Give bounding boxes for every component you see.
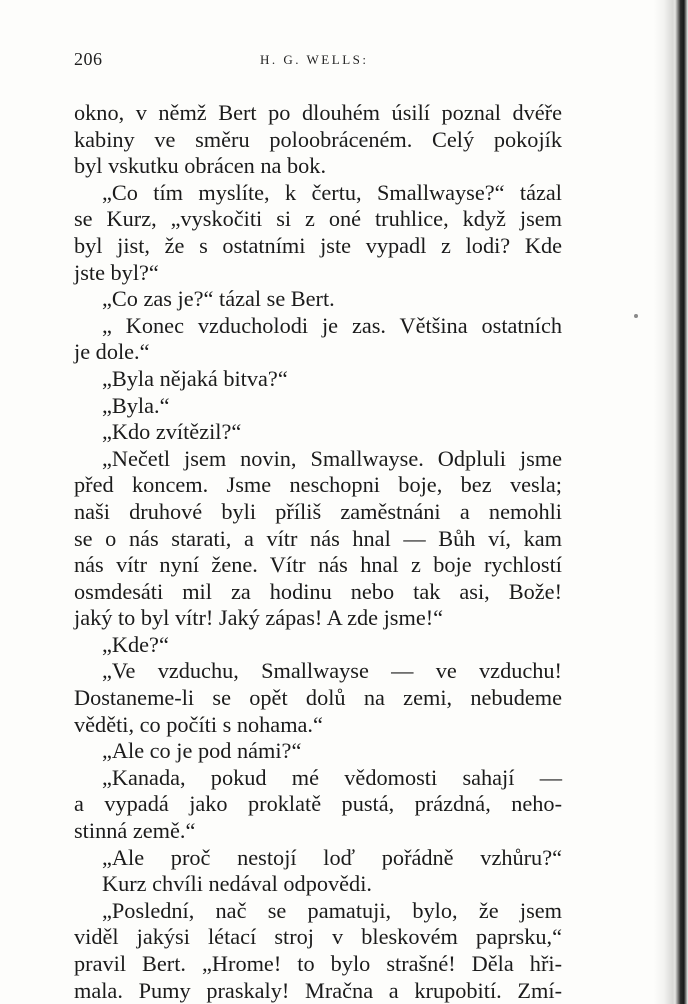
text-line: „Nečetl jsem novin, Smallwayse. Odpluli jsme [102,445,562,471]
text-line: je dole.“ [74,339,150,365]
text-line: před koncem. Jsme neschopni boje, bez vesla; [74,472,562,498]
body-text [74,100,562,1004]
text-line: se o nás starati, a vítr nás hnal — Bůh ví, kam [74,525,562,551]
running-head: H. G. WELLS: [260,52,369,67]
text-line: byl jist, že s ostatními jste vypadl z lodi? Kde [74,232,562,258]
text-line: pravil Bert. „Hrome! to bylo strašné! Děla hři- [74,951,562,976]
text-line: byl vskutku obrácen na bok. [74,153,327,179]
page-header [74,49,594,73]
text-line: mala. Pumy praskaly! Mračna a krupobití. Zmí- [74,977,562,1003]
text-line: „Ale co je pod námi?“ [102,738,302,764]
text-line: „Kde?“ [102,631,169,657]
paper-speck [634,314,638,318]
text-line: „Ale proč nestojí loď pořádně vzhůru?“ [102,844,562,870]
text-line: osmdesáti mil za hodinu nebo tak asi, Bože! [74,578,562,604]
text-line: okno, v němž Bert po dlouhém úsilí poznal dvéře [74,100,562,125]
text-line: jste byl?“ [74,259,159,285]
text-line: věděti, co počíti s nohama.“ [74,711,323,737]
text-line: a vypadá jako proklatě pustá, prázdná, neho- [74,791,562,817]
text-line: nás vítr nyní žene. Vítr nás hnal z boje rychlostí [74,552,562,578]
text-line: „Byla.“ [102,392,170,418]
text-line: „Kanada, pokud mé vědomosti sahají — [102,764,562,790]
text-line: „Byla nějaká bitva?“ [102,365,288,391]
text-line: viděl jakýsi létací stroj v bleskovém paprsku,“ [74,924,562,950]
text-line: Dostaneme-li se opět dolů na zemi, nebudeme [74,685,562,711]
text-line: „Ve vzduchu, Smallwayse — ve vzduchu! [102,658,562,684]
text-line: stinná země.“ [74,818,196,844]
text-line: jaký to byl vítr! Jaký zápas! A zde jsme!“ [74,605,444,631]
text-line: „Kdo zvítězil?“ [102,419,242,445]
page-number: 206 [74,49,103,69]
text-line: „Co zas je?“ tázal se Bert. [102,286,335,312]
text-line: „Co tím myslíte, k čertu, Smallwayse?“ tázal [102,179,562,205]
text-line: „Poslední, nač se pamatuji, bylo, že jsem [102,897,562,923]
text-line: Kurz chvíli nedával odpovědi. [102,871,372,897]
book-spine-shadow [654,0,688,1004]
text-line: „ Konec vzducholodi je zas. Většina ostatních [102,312,562,338]
text-line: kabiny ve směru poloobráceném. Celý pokojík [74,126,562,152]
text-line: naši druhové byli příliš zaměstnáni a nemohli [74,498,562,524]
text-line: se Kurz, „vyskočiti si z oné truhlice, když jsem [74,206,562,232]
